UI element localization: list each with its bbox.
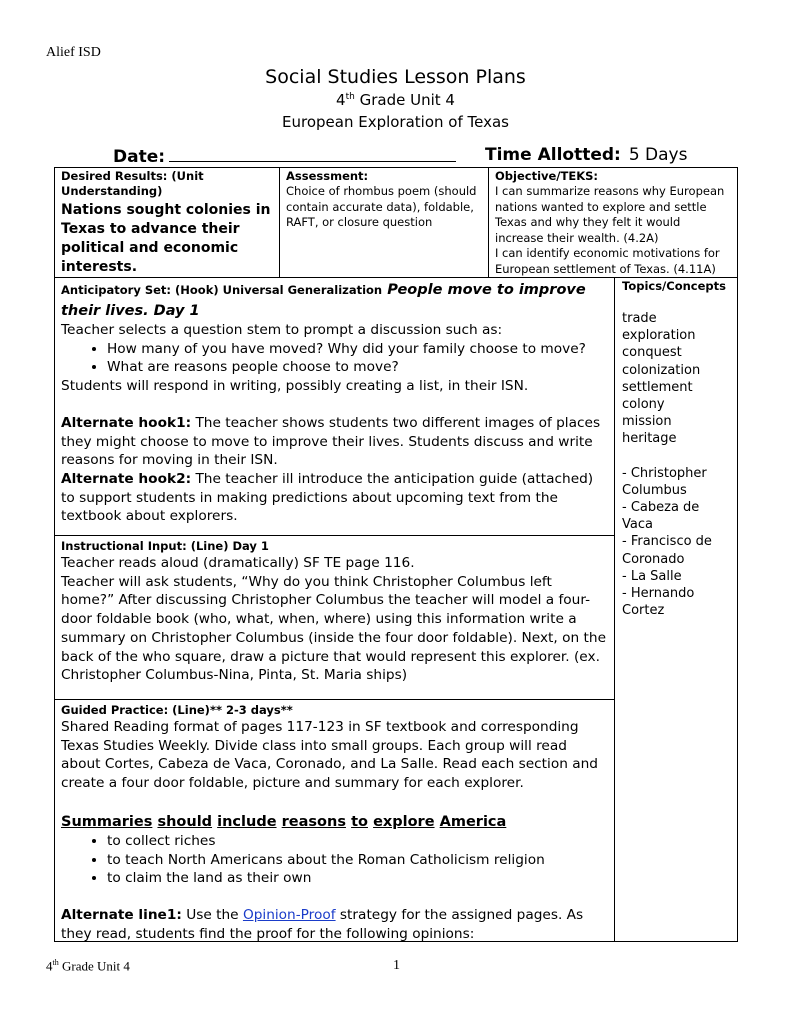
topics-terms — [622, 310, 730, 448]
topic-person: - Christopher Columbus — [622, 465, 707, 498]
alternate-hook-2-text: The teacher ill introduce the anticipation guide (attached) to support students in making predictions about upcoming text from the textbook about explorers. — [61, 470, 594, 525]
summary-word: explore — [373, 813, 435, 830]
instructional-line-2: Teacher will ask students, “Why do you think Christopher Columbus left home?” After discussing Christopher Columbus the teacher will model a four-door foldable book (who, what, when, where) using this information write a summary on Christopher Columbus (inside the four door foldable). Next, on the back of the who square, draw a picture that would represent this explorer. (ex. Christopher Columbus-Nina, Pinta, St. Maria ships) — [61, 573, 606, 684]
universal-generalization: People move to improve their lives. Day 1 — [61, 282, 586, 319]
topic-person: - Hernando Cortez — [622, 586, 695, 619]
page-title: Social Studies Lesson Plans — [265, 66, 526, 88]
topics-concepts-cell — [614, 277, 738, 942]
guided-practice-cell — [54, 699, 615, 942]
topic-term: mission — [622, 414, 672, 430]
desired-results-header: Desired Results: (Unit Understanding) — [61, 169, 204, 198]
anticipatory-heading — [61, 279, 608, 321]
unit-suffix: th — [345, 92, 355, 102]
anticipatory-header: Anticipatory Set: (Hook) Universal Generalization — [61, 283, 383, 297]
date-blank-line[interactable] — [169, 145, 456, 162]
alternate-hook-1 — [61, 414, 608, 470]
opinion-proof-link[interactable]: Opinion-Proof — [242, 906, 336, 923]
instructional-header: Instructional Input: (Line) Day 1 — [61, 539, 269, 553]
anticipatory-respond: Students will respond in writing, possibly creating a list, in their ISN. — [61, 378, 529, 395]
unit-rest: Grade Unit 4 — [354, 91, 455, 109]
date-label: Date: — [113, 147, 166, 167]
footer-rest: Grade Unit 4 — [58, 958, 130, 974]
page-number: 1 — [393, 958, 400, 973]
topic-person: - Francisco de Coronado — [622, 534, 712, 567]
time-label: Time Allotted: — [485, 145, 621, 165]
topic-term: colony — [622, 397, 665, 413]
alternate-hook-1-label: Alternate hook1: — [61, 414, 192, 431]
topic-person: - La Salle — [622, 568, 682, 584]
anticipatory-intro: Teacher selects a question stem to prompt a discussion such as: — [61, 322, 503, 338]
topic-term: heritage — [622, 431, 677, 447]
footer-unit — [46, 958, 130, 974]
guided-text: Shared Reading format of pages 117-123 in SF textbook and corresponding Texas Studies Weekly. Divide class into small groups. Each group will read about Cortes, Cabeza de Vaca, Coronado, and La Salle. Read each section and create a four door foldable, picture and summary for each explorer. — [61, 719, 598, 792]
footer-suffix: th — [52, 958, 59, 967]
topic-term: trade — [622, 311, 657, 326]
alternate-hook-2-label: Alternate hook2: — [61, 470, 192, 487]
footer-grade: 4 — [46, 958, 53, 974]
list-item: • What are reasons people choose to move? — [107, 358, 608, 377]
alternate-hook-1-text: The teacher shows students two different images of places they might choose to move to improve their lives. Students discuss and write reasons for moving in their ISN. — [61, 414, 601, 469]
alternate-hook-2 — [61, 470, 608, 526]
topic-person: - Cabeza de Vaca — [622, 500, 700, 533]
unit-title — [0, 91, 791, 109]
topics-header: Topics/Concepts — [622, 279, 726, 293]
time-value: 5 Days — [628, 145, 688, 165]
objective-text-1: I can summarize reasons why European nations wanted to explore and settle Texas and why they felt it would increase their wealth. (4.2A) — [495, 184, 725, 245]
guided-header: Guided Practice: (Line)** 2-3 days** — [61, 703, 293, 717]
objective-cell — [488, 167, 738, 278]
desired-results-cell — [54, 167, 280, 278]
list-item: • to claim the land as their own — [107, 869, 608, 888]
summary-word: America — [439, 813, 507, 830]
alternate-line-1 — [61, 906, 608, 942]
list-item: • How many of you have moved? Why did your family choose to move? — [107, 340, 608, 359]
org-name: Alief ISD — [46, 45, 101, 60]
topics-people — [622, 465, 730, 620]
summary-word: reasons — [281, 813, 346, 830]
time-allotted — [485, 145, 687, 165]
instructional-line-1: Teacher reads aloud (dramatically) SF TE page 116. — [61, 555, 415, 571]
topic-term: settlement — [622, 379, 693, 395]
topic-term: conquest — [622, 345, 682, 361]
list-item: • to teach North Americans about the Roman Catholicism religion — [107, 851, 608, 870]
objective-text-2: I can identify economic motivations for European settlement of Texas. (4.11A) — [495, 246, 720, 276]
instructional-input-cell — [54, 535, 615, 700]
summary-word: should — [157, 813, 213, 830]
assessment-text: Choice of rhombus poem (should contain accurate data), foldable, RAFT, or closure question — [286, 184, 477, 229]
summary-word: Summaries — [61, 813, 153, 830]
desired-results-text: Nations sought colonies in Texas to advance their political and economic interests. — [61, 202, 271, 275]
alternate-line-1-label: Alternate line1: — [61, 906, 182, 923]
summary-word: to — [351, 813, 368, 830]
summaries-heading — [61, 811, 608, 832]
alternate-line-1-post: strategy for the assigned pages. As they read, students find the proof for the following opinions: — [61, 906, 584, 942]
list-item: • to collect riches — [107, 832, 608, 851]
summary-word: include — [217, 813, 277, 830]
topic-term: colonization — [622, 362, 701, 378]
subject-title: European Exploration of Texas — [282, 113, 509, 131]
alternate-line-1-pre: Use the — [181, 906, 243, 923]
unit-grade: 4 — [336, 91, 346, 109]
assessment-header: Assessment: — [286, 169, 369, 183]
anticipatory-set-cell — [54, 277, 615, 536]
objective-header: Objective/TEKS: — [495, 169, 598, 183]
anticipatory-questions — [61, 340, 608, 377]
date-row — [113, 145, 713, 167]
summary-reasons — [61, 832, 608, 888]
assessment-cell — [279, 167, 489, 278]
topic-term: exploration — [622, 328, 696, 344]
